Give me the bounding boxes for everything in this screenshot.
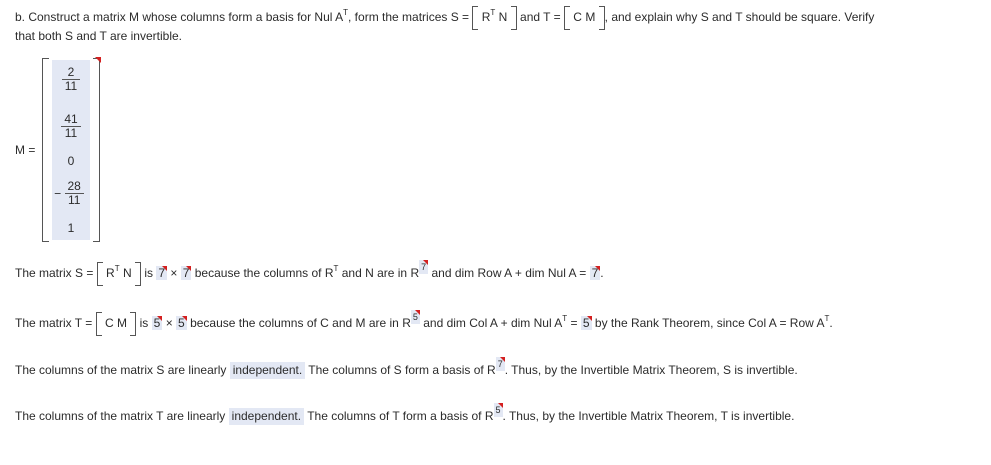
s-r-symbol: R (481, 10, 491, 25)
t-c-symbol: C (573, 10, 582, 25)
s-cols-answer[interactable]: 7 (182, 266, 190, 281)
answer-flag-icon (95, 57, 101, 63)
matrix-entry-2: $\frac{41}{11}$ (52, 113, 90, 140)
matrix-m-answer[interactable] (42, 58, 100, 242)
t-dim-answer[interactable]: 5 (412, 312, 418, 323)
sentence-t: The matrix T = C M is 5 × 5 because the columns of C and M are in R 5 and dim Col A + dim Nul $A^T = 5$ by the Rank Theorem, since Col A = Row $A^T$. (15, 312, 833, 336)
problem-line-2: that both S and T are invertible. (15, 29, 182, 43)
s-rows-answer[interactable]: 7 (158, 266, 166, 281)
s-dim-answer[interactable]: 7 (421, 262, 427, 273)
bracket-left (472, 6, 478, 30)
problem-text-d: , and explain why S and T should be square. Verify (604, 10, 875, 25)
t-independence-answer[interactable]: independent. (229, 408, 304, 425)
t-basis-dim-answer[interactable]: 5 (495, 405, 501, 415)
transpose-sup: T (490, 8, 496, 18)
t-cols-answer[interactable]: 5 (178, 316, 185, 331)
problem-text-a: b. Construct a matrix M whose columns form a basis for Nul A (15, 10, 344, 25)
problem-line-1 (15, 6, 874, 30)
matrix-entry-5: 1 (67, 221, 75, 235)
transpose-sup: T (343, 8, 349, 18)
problem-text-b: , form the matrices S = (348, 10, 470, 25)
t-m-symbol: M (585, 10, 596, 25)
s-basis-dim-answer[interactable]: 7 (497, 359, 503, 369)
matrix-bracket-left (42, 58, 49, 242)
matrix-entry-3: 0 (67, 154, 75, 168)
s-total-answer[interactable]: 7 (591, 266, 599, 281)
t-rows-answer[interactable]: 5 (153, 316, 161, 331)
bracket-right (135, 262, 141, 286)
s-n-symbol: N (498, 10, 508, 25)
sentence-s: The matrix $S = R^T$ N is 7 × 7 because the columns of $R^T$ and N are in R 7 and dim Row A + dim Nul A = 7 . (15, 262, 604, 286)
sentence-cols-s: The columns of the matrix S are linearly independent. The columns of S form a basis of R 7 . Thus, by the Invertible Matrix Theorem, S is invertible. (15, 359, 798, 377)
matrix-entry-1: $\frac{2}{11}$ (52, 66, 90, 93)
s-independence-answer[interactable]: independent. (230, 362, 305, 379)
bracket-right (130, 312, 136, 336)
matrix-m-label: M = (15, 143, 36, 157)
bracket-right (511, 6, 517, 30)
sentence-cols-t: The columns of the matrix T are linearly independent. The columns of T form a basis of R 5 . Thus, by the Invertible Matrix Theorem, T is invertible. (15, 405, 795, 423)
problem-text-c: and T = (520, 10, 561, 25)
bracket-left (96, 312, 102, 336)
bracket-left (97, 262, 103, 286)
matrix-entry-4: − $\frac{28}{11}$ (48, 180, 90, 207)
matrix-bracket-right (93, 58, 100, 242)
t-total-answer[interactable]: 5 (582, 316, 590, 331)
bracket-left (564, 6, 570, 30)
